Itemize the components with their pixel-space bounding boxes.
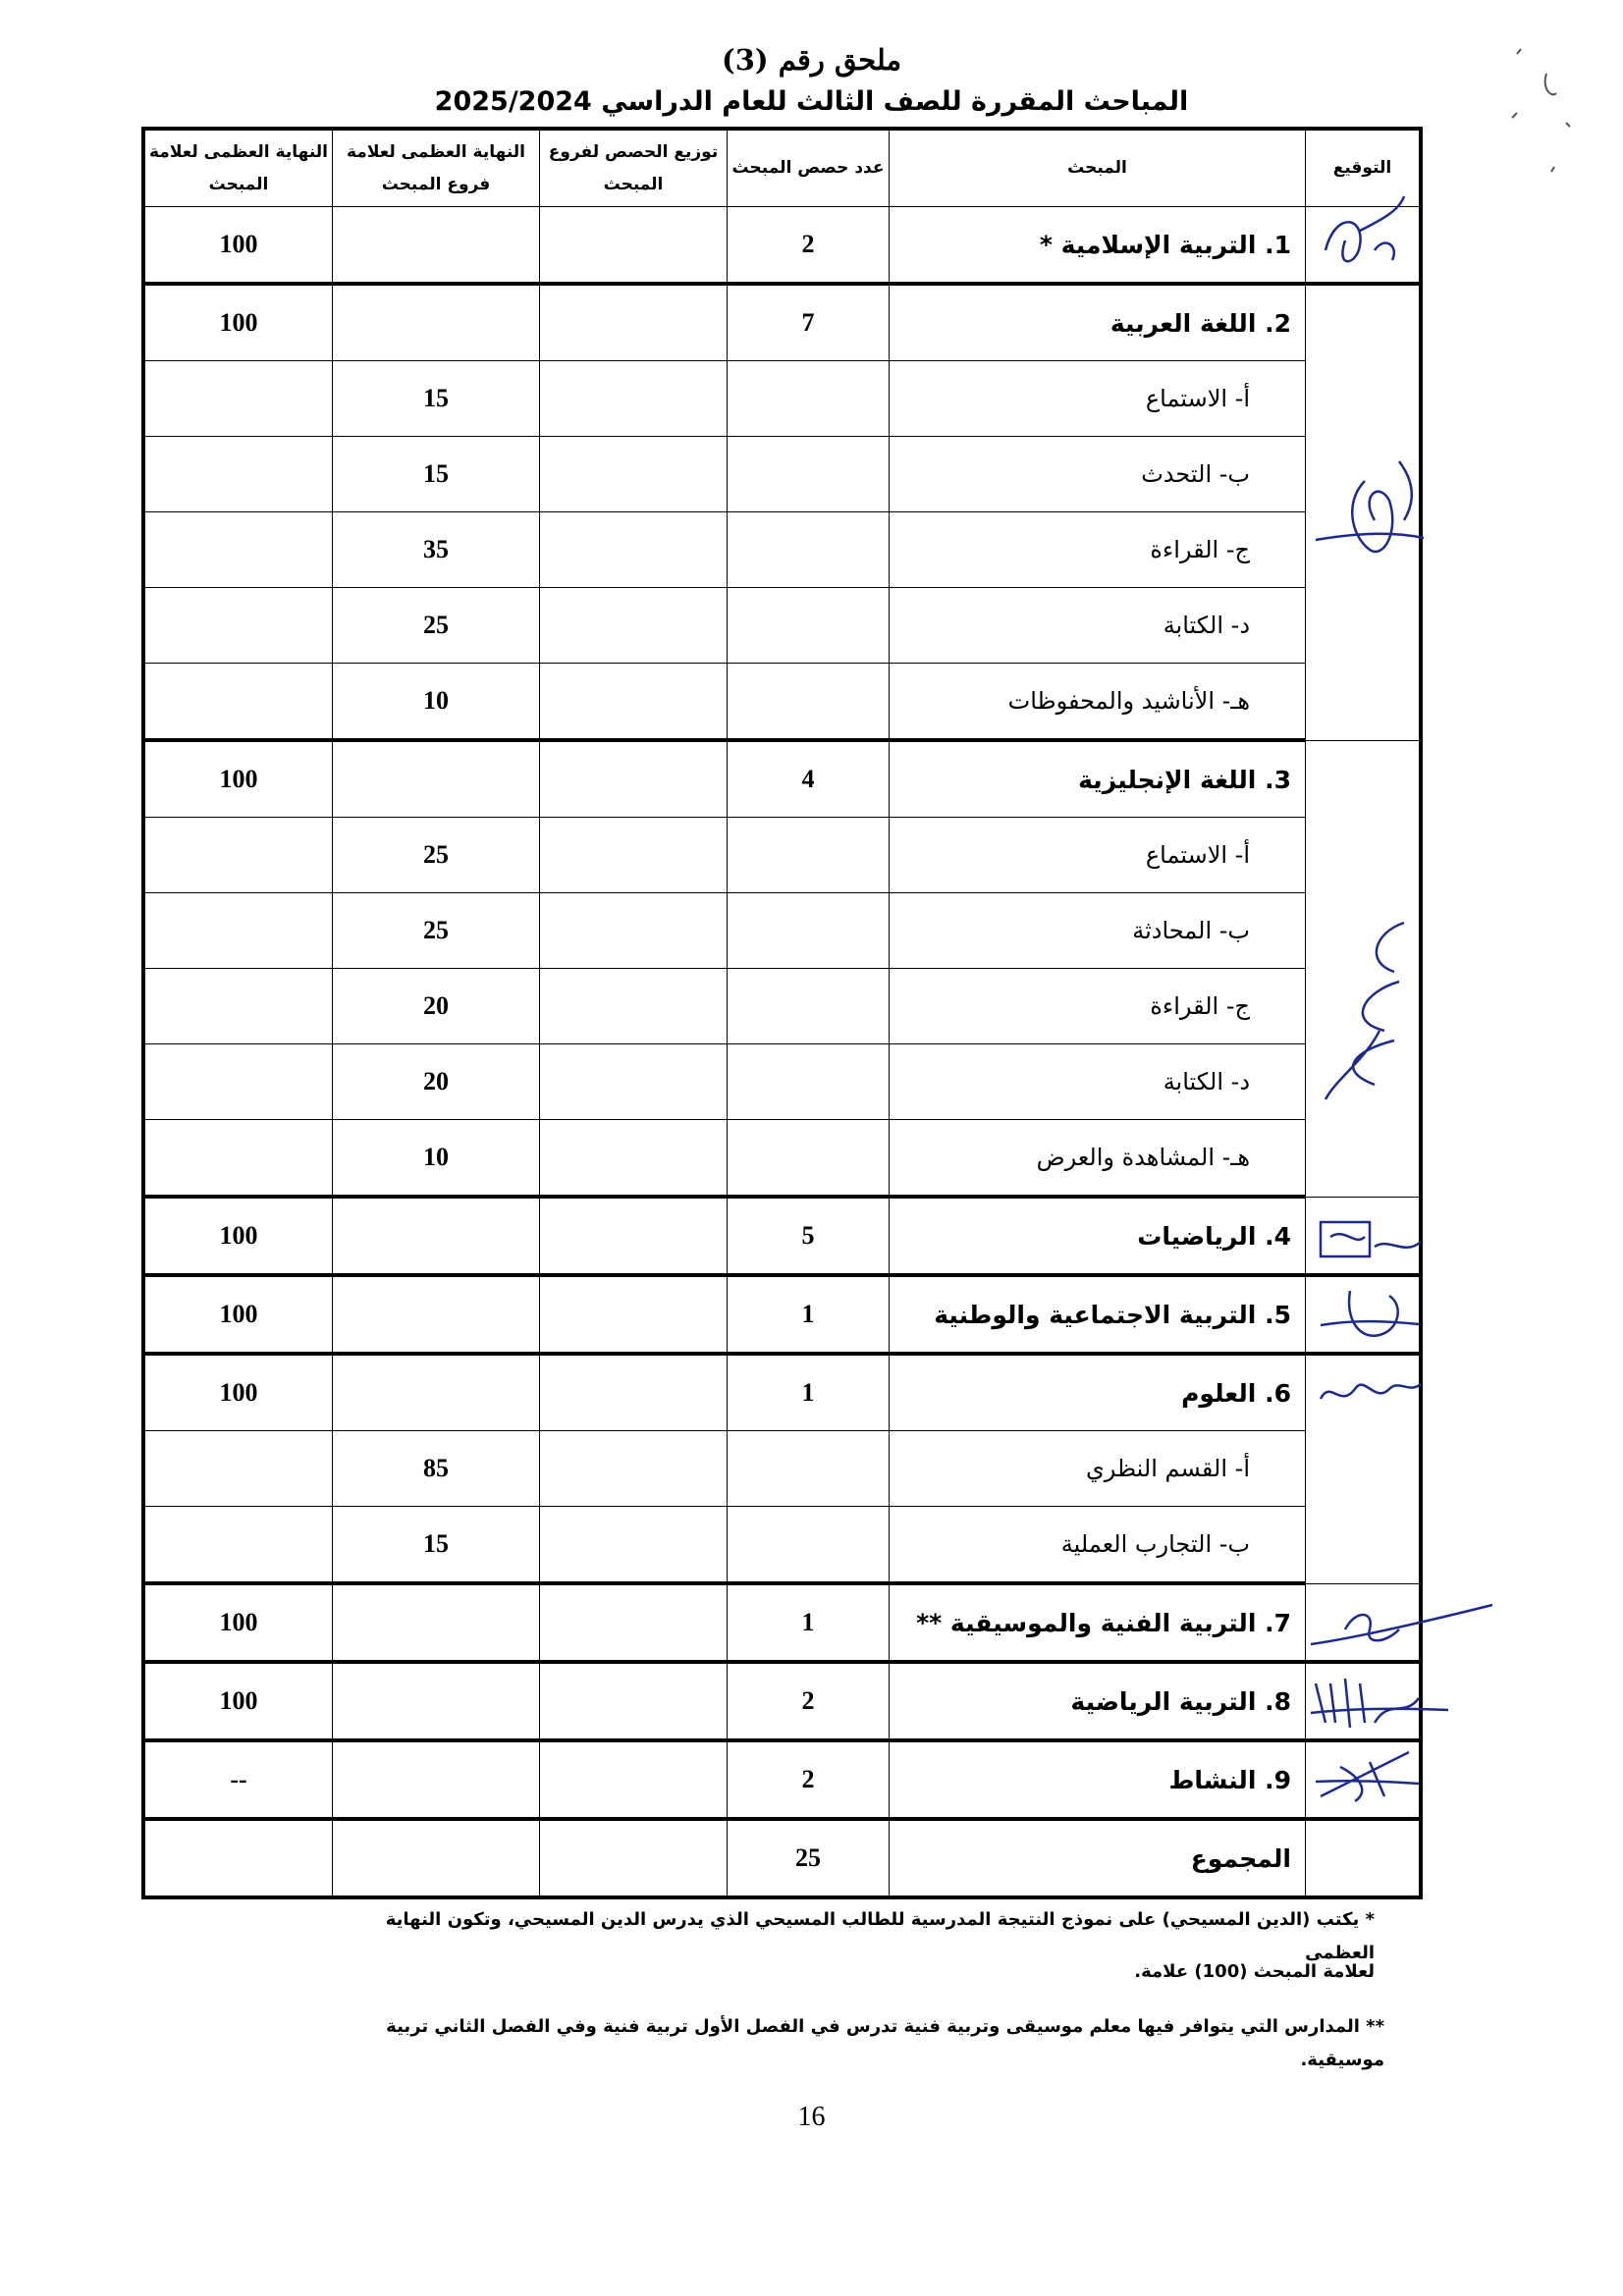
header-subject-max: النهاية العظمى لعلامة المبحث <box>143 129 333 207</box>
table-row <box>143 1275 1421 1354</box>
table-row <box>143 1583 1421 1662</box>
subject-max-cell <box>143 437 333 512</box>
branch-max-cell: 15 <box>333 1507 540 1584</box>
distribution-cell <box>540 207 728 285</box>
periods-cell: 2 <box>728 1740 890 1819</box>
document-subtitle: المباحث المقررة للصف الثالث للعام الدراسي 2025/2024 <box>434 86 1189 117</box>
distribution-cell <box>540 1507 728 1584</box>
subject-cell: أ- الاستماع <box>890 818 1306 893</box>
annex-title: ملحق رقم (3) <box>721 43 902 77</box>
subject-max-cell: 100 <box>143 207 333 285</box>
periods-cell <box>728 1507 890 1584</box>
subject-cell: 1. التربية الإسلامية * <box>890 207 1306 285</box>
page-number: 16 <box>797 2102 826 2132</box>
table-row <box>143 437 1421 512</box>
branch-max-cell <box>333 284 540 361</box>
subject-max-cell <box>143 818 333 893</box>
subject-max-cell: 100 <box>143 1197 333 1275</box>
signature-3-icon <box>1306 913 1424 1109</box>
distribution-cell <box>540 1275 728 1354</box>
table-row <box>143 1507 1421 1584</box>
signature-5-icon <box>1311 1281 1429 1350</box>
branch-max-cell: 20 <box>333 1044 540 1120</box>
subject-max-cell <box>143 969 333 1044</box>
footnote-1-line-1: * يكتب (الدين المسيحي) على نموذج النتيجة المدرسية للطالب المسيحي الذي يدرس الدين المسيحي، وتكون النهاية العظمى <box>385 1909 1375 1964</box>
subject-max-cell <box>143 1507 333 1584</box>
distribution-cell <box>540 512 728 588</box>
subject-max-cell <box>143 664 333 741</box>
signature-9-icon <box>1311 1742 1429 1811</box>
subject-max-cell: 100 <box>143 1354 333 1431</box>
subject-cell: أ- القسم النظري <box>890 1431 1306 1507</box>
table-row <box>143 664 1421 741</box>
branch-max-cell: 25 <box>333 818 540 893</box>
signature-8-icon <box>1306 1669 1453 1737</box>
subject-cell: 5. التربية الاجتماعية والوطنية <box>890 1275 1306 1354</box>
table-row <box>143 588 1421 664</box>
signature-6-icon <box>1311 1360 1429 1418</box>
periods-cell: 2 <box>728 207 890 285</box>
periods-cell: 1 <box>728 1354 890 1431</box>
table-row <box>143 1044 1421 1120</box>
distribution-cell <box>540 893 728 969</box>
header-subject: المبحث <box>890 129 1306 207</box>
subject-max-cell <box>143 1044 333 1120</box>
branch-max-cell <box>333 1662 540 1740</box>
distribution-cell <box>540 588 728 664</box>
subject-cell: 4. الرياضيات <box>890 1197 1306 1275</box>
branch-max-cell: 20 <box>333 969 540 1044</box>
table-row <box>143 740 1421 818</box>
periods-cell <box>728 1120 890 1198</box>
branch-max-cell: 25 <box>333 588 540 664</box>
subject-cell: 6. العلوم <box>890 1354 1306 1431</box>
subject-max-cell: 100 <box>143 284 333 361</box>
periods-cell <box>728 437 890 512</box>
subject-cell: 3. اللغة الإنجليزية <box>890 740 1306 818</box>
table-row <box>143 207 1421 285</box>
periods-cell <box>728 893 890 969</box>
signature-4-icon <box>1311 1202 1429 1271</box>
branch-max-cell <box>333 1197 540 1275</box>
distribution-cell <box>540 1197 728 1275</box>
signature-2-icon <box>1306 442 1434 579</box>
branch-max-cell <box>333 1275 540 1354</box>
subject-cell: ج- القراءة <box>890 512 1306 588</box>
periods-cell: 25 <box>728 1819 890 1897</box>
signature-cell <box>1306 1819 1422 1897</box>
subject-cell: 9. النشاط <box>890 1740 1306 1819</box>
table-row <box>143 969 1421 1044</box>
table-row <box>143 284 1421 361</box>
periods-cell: 7 <box>728 284 890 361</box>
distribution-cell <box>540 361 728 437</box>
branch-max-cell <box>333 207 540 285</box>
subject-max-cell: 100 <box>143 1662 333 1740</box>
subject-cell: المجموع <box>890 1819 1306 1897</box>
distribution-cell <box>540 1662 728 1740</box>
subject-max-cell: 100 <box>143 1583 333 1662</box>
distribution-cell <box>540 284 728 361</box>
subject-cell: هـ- الأناشيد والمحفوظات <box>890 664 1306 741</box>
table-row <box>143 1120 1421 1198</box>
table-row <box>143 818 1421 893</box>
subject-max-cell <box>143 588 333 664</box>
table-row <box>143 1197 1421 1275</box>
subject-max-cell: -- <box>143 1740 333 1819</box>
footnote-2: ** المدارس التي يتوافر فيها معلم موسيقى وتربية فنية تدرس في الفصل الأول تربية فنية وفي الفصل الثاني تربية موسيقية. <box>386 2016 1384 2071</box>
distribution-cell <box>540 1044 728 1120</box>
periods-cell <box>728 361 890 437</box>
periods-cell <box>728 1431 890 1507</box>
subjects-table <box>141 127 1423 1899</box>
subject-max-cell <box>143 1431 333 1507</box>
periods-cell <box>728 588 890 664</box>
subject-max-cell <box>143 1819 333 1897</box>
subject-cell: د- الكتابة <box>890 1044 1306 1120</box>
table-row <box>143 361 1421 437</box>
branch-max-cell: 10 <box>333 1120 540 1198</box>
periods-cell: 1 <box>728 1275 890 1354</box>
margin-marks-icon <box>1507 44 1586 191</box>
header-branch-max: النهاية العظمى لعلامة فروع المبحث <box>333 129 540 207</box>
periods-cell: 5 <box>728 1197 890 1275</box>
distribution-cell <box>540 740 728 818</box>
subject-cell: ب- التحدث <box>890 437 1306 512</box>
distribution-cell <box>540 1583 728 1662</box>
header-signature: التوقيع <box>1306 129 1422 207</box>
signature-1-icon <box>1306 191 1424 280</box>
header-periods: عدد حصص المبحث <box>728 129 890 207</box>
branch-max-cell: 85 <box>333 1431 540 1507</box>
table-row <box>143 1354 1421 1431</box>
subject-max-cell <box>143 893 333 969</box>
distribution-cell <box>540 818 728 893</box>
table-row <box>143 512 1421 588</box>
periods-cell: 1 <box>728 1583 890 1662</box>
distribution-cell <box>540 1120 728 1198</box>
distribution-cell <box>540 1354 728 1431</box>
subject-cell: أ- الاستماع <box>890 361 1306 437</box>
periods-cell <box>728 512 890 588</box>
subject-max-cell: 100 <box>143 1275 333 1354</box>
periods-cell: 2 <box>728 1662 890 1740</box>
subject-cell: ب- المحادثة <box>890 893 1306 969</box>
periods-cell <box>728 1044 890 1120</box>
subject-max-cell <box>143 512 333 588</box>
subject-cell: د- الكتابة <box>890 588 1306 664</box>
branch-max-cell: 15 <box>333 361 540 437</box>
branch-max-cell: 25 <box>333 893 540 969</box>
branch-max-cell <box>333 740 540 818</box>
table-row <box>143 893 1421 969</box>
branch-max-cell <box>333 1740 540 1819</box>
subject-cell: 8. التربية الرياضية <box>890 1662 1306 1740</box>
subject-cell: ب- التجارب العملية <box>890 1507 1306 1584</box>
distribution-cell <box>540 1819 728 1897</box>
subject-cell: هـ- المشاهدة والعرض <box>890 1120 1306 1198</box>
distribution-cell <box>540 664 728 741</box>
subject-cell: 7. التربية الفنية والموسيقية ** <box>890 1583 1306 1662</box>
branch-max-cell: 10 <box>333 664 540 741</box>
signature-7-icon <box>1306 1590 1502 1659</box>
table-row <box>143 1662 1421 1740</box>
table-row <box>143 1431 1421 1507</box>
branch-max-cell <box>333 1583 540 1662</box>
table-row <box>143 1740 1421 1819</box>
table-body <box>143 207 1421 1898</box>
subjects-table-wrapper <box>141 127 1420 1899</box>
branch-max-cell <box>333 1819 540 1897</box>
periods-cell: 4 <box>728 740 890 818</box>
distribution-cell <box>540 1431 728 1507</box>
table-row <box>143 1819 1421 1897</box>
periods-cell <box>728 818 890 893</box>
subject-cell: ج- القراءة <box>890 969 1306 1044</box>
periods-cell <box>728 664 890 741</box>
subject-cell: 2. اللغة العربية <box>890 284 1306 361</box>
header-distribution: توزيع الحصص لفروع المبحث <box>540 129 728 207</box>
subject-max-cell <box>143 1120 333 1198</box>
subject-max-cell <box>143 361 333 437</box>
table-header-row <box>143 129 1421 207</box>
footnote-1-line-2: لعلامة المبحث (100) علامة. <box>1134 1961 1375 1982</box>
distribution-cell <box>540 1740 728 1819</box>
subject-max-cell: 100 <box>143 740 333 818</box>
distribution-cell <box>540 969 728 1044</box>
distribution-cell <box>540 437 728 512</box>
branch-max-cell: 35 <box>333 512 540 588</box>
periods-cell <box>728 969 890 1044</box>
branch-max-cell <box>333 1354 540 1431</box>
branch-max-cell: 15 <box>333 437 540 512</box>
